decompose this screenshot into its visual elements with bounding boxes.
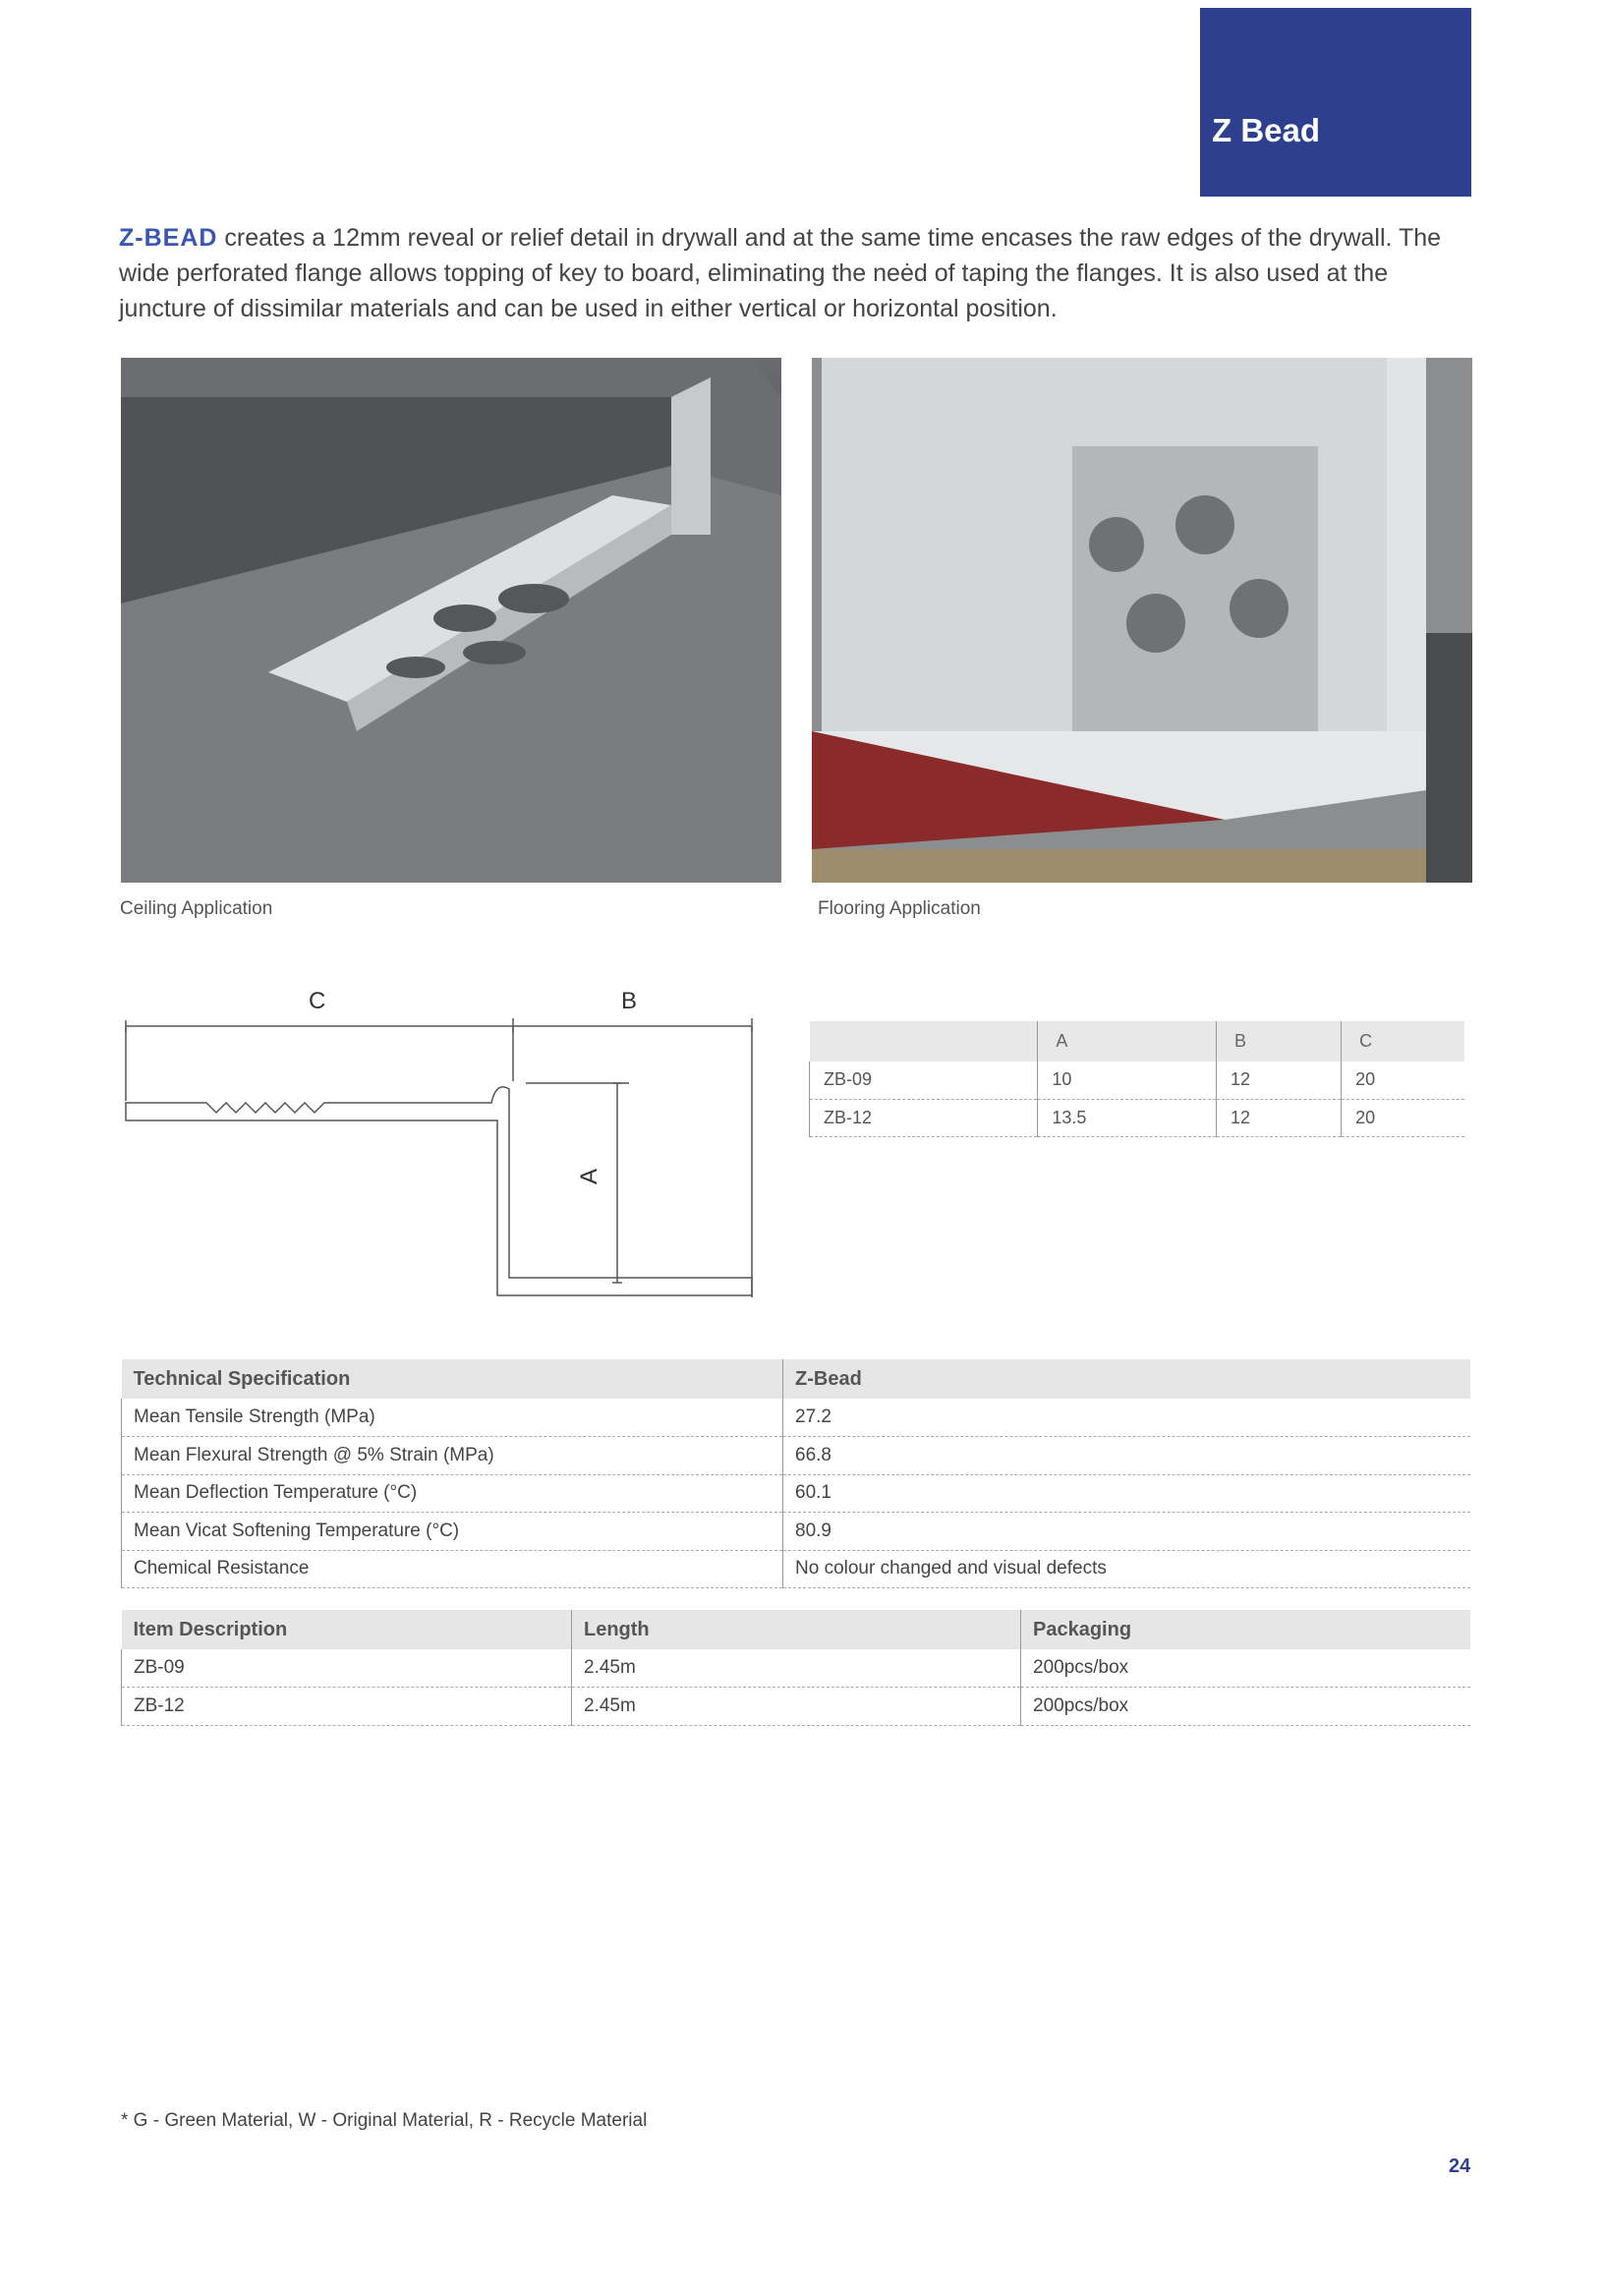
table-row xyxy=(810,1062,1465,1099)
title-block xyxy=(1200,8,1471,197)
table-cell: ZB-12 xyxy=(810,1099,1038,1136)
page-title: Z Bead xyxy=(1212,112,1321,148)
flooring-caption: Flooring Application xyxy=(818,898,981,919)
item-description-table xyxy=(121,1610,1470,1726)
table-cell: 20 xyxy=(1342,1099,1464,1136)
table-row xyxy=(122,1474,1471,1513)
table-cell: ZB-09 xyxy=(122,1649,572,1688)
table-cell: Mean Vicat Softening Temperature (°C) xyxy=(122,1513,783,1551)
table-cell: 20 xyxy=(1342,1062,1464,1099)
product-brand: Z-BEAD xyxy=(119,224,218,252)
table-header: A xyxy=(1038,1021,1217,1062)
dimension-label-a: A xyxy=(576,1168,603,1185)
table-cell: ZB-09 xyxy=(810,1062,1038,1099)
table-header: C xyxy=(1342,1021,1464,1062)
table-cell: 66.8 xyxy=(783,1437,1471,1475)
table-cell: 60.1 xyxy=(783,1474,1471,1513)
ceiling-application-photo xyxy=(121,358,781,883)
table-header: Z-Bead xyxy=(783,1359,1471,1399)
dimension-label-c: C xyxy=(309,988,326,1014)
table-cell: 200pcs/box xyxy=(1021,1649,1471,1688)
table-cell: 200pcs/box xyxy=(1021,1688,1471,1726)
table-cell: Mean Deflection Temperature (°C) xyxy=(122,1474,783,1513)
table-cell: 2.45m xyxy=(572,1649,1021,1688)
flooring-application-photo xyxy=(812,358,1472,883)
material-footnote: * G - Green Material, W - Original Material, R - Recycle Material xyxy=(121,2110,648,2131)
table-cell: 12 xyxy=(1217,1099,1342,1136)
ceiling-caption: Ceiling Application xyxy=(120,898,273,919)
table-cell: 27.2 xyxy=(783,1399,1471,1437)
table-header-row xyxy=(122,1359,1471,1399)
table-header-row xyxy=(810,1021,1465,1062)
table-cell: Mean Tensile Strength (MPa) xyxy=(122,1399,783,1437)
table-header: Length xyxy=(572,1610,1021,1649)
table-row xyxy=(122,1399,1471,1437)
table-header xyxy=(810,1021,1038,1062)
table-cell: 12 xyxy=(1217,1062,1342,1099)
table-cell: 13.5 xyxy=(1038,1099,1217,1136)
table-header: Technical Specification xyxy=(122,1359,783,1399)
table-row xyxy=(122,1513,1471,1551)
dimensions-table xyxy=(809,1021,1464,1137)
table-cell: 2.45m xyxy=(572,1688,1021,1726)
table-cell: 10 xyxy=(1038,1062,1217,1099)
table-cell: Chemical Resistance xyxy=(122,1550,783,1588)
intro-text: creates a 12mm reveal or relief detail in drywall and at the same time encases the raw edges of the drywall. The wide perforated flange allows topping of key to board, eliminating the neėd of taping the flanges. It is also used at the juncture of dissimilar materials and can be used in either vertical or horizontal position. xyxy=(119,224,1442,322)
table-header: Packaging xyxy=(1021,1610,1471,1649)
z-bead-profile-diagram xyxy=(118,1003,767,1317)
page-number: 24 xyxy=(1449,2155,1471,2177)
table-row xyxy=(122,1688,1471,1726)
table-header-row xyxy=(122,1610,1471,1649)
table-header: Item Description xyxy=(122,1610,572,1649)
table-header: B xyxy=(1217,1021,1342,1062)
technical-specification-table xyxy=(121,1359,1470,1588)
table-cell: Mean Flexural Strength @ 5% Strain (MPa) xyxy=(122,1437,783,1475)
table-cell: ZB-12 xyxy=(122,1688,572,1726)
dimension-label-b: B xyxy=(621,988,638,1014)
table-row xyxy=(810,1099,1465,1136)
table-row xyxy=(122,1550,1471,1588)
table-row xyxy=(122,1437,1471,1475)
table-cell: 80.9 xyxy=(783,1513,1471,1551)
intro-paragraph xyxy=(119,220,1475,326)
table-cell: No colour changed and visual defects xyxy=(783,1550,1471,1588)
table-row xyxy=(122,1649,1471,1688)
